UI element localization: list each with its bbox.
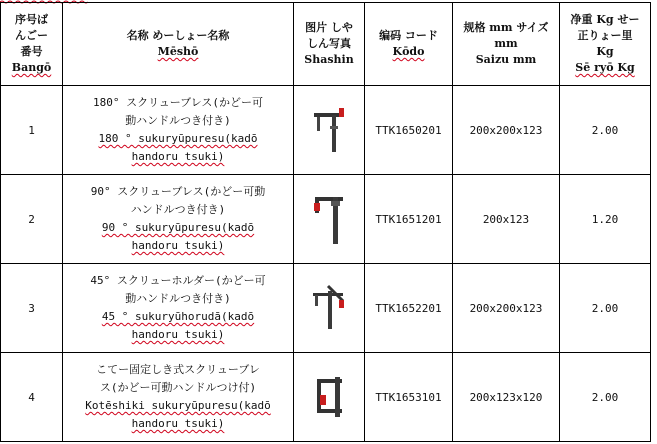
product-weight: 2.00	[560, 86, 651, 175]
product-name: 180° スクリューブレス(かどー可 動ハンドルつき付き) 180 ° sukuryūpuresu(kadō handoru tsuki)	[63, 86, 294, 175]
table-row	[1, 353, 651, 442]
45-degree-clamp-icon	[309, 283, 349, 333]
header-name: 名称 めーしょー名称 Mēshō	[63, 3, 294, 86]
fixed-clamp-icon	[309, 373, 349, 421]
product-name: 45° スクリューホルダー(かどー可 動ハンドルつき付き) 45 ° sukuryūhorudā(kadō handoru tsuki)	[63, 264, 294, 353]
product-weight: 1.20	[560, 175, 651, 264]
product-weight: 2.00	[560, 353, 651, 442]
row-number: 4	[1, 353, 63, 442]
product-photo	[294, 86, 365, 175]
product-photo	[294, 264, 365, 353]
row-number: 2	[1, 175, 63, 264]
product-code: TTK1653101	[365, 353, 453, 442]
product-photo	[294, 353, 365, 442]
product-size: 200x200x123	[453, 264, 560, 353]
header-code: 编码 コード Kōdo	[365, 3, 453, 86]
product-size: 200x123x120	[453, 353, 560, 442]
row-number: 3	[1, 264, 63, 353]
product-code: TTK1652201	[365, 264, 453, 353]
product-code: TTK1650201	[365, 86, 453, 175]
product-table	[0, 2, 651, 442]
angle-clamp-icon	[309, 191, 349, 247]
product-size: 200x123	[453, 175, 560, 264]
header-size: 规格 mm サイズ mm Saizu mm	[453, 3, 560, 86]
product-photo	[294, 175, 365, 264]
product-code: TTK1651201	[365, 175, 453, 264]
table-row	[1, 175, 651, 264]
row-number: 1	[1, 86, 63, 175]
product-name: こてー固定しき式スクリューブレ ス(かどー可動ハンドルつけ付) Kotēshiki sukuryūpuresu(kadō handoru tsuki)	[63, 353, 294, 442]
t-clamp-icon	[309, 104, 349, 156]
header-weight: 净重 Kg せー 正りょー里 Kg Sē ryō Kg	[560, 3, 651, 86]
product-size: 200x200x123	[453, 86, 560, 175]
header-number: 序号ば んごー 番号 Bangō	[1, 3, 63, 86]
header-photo: 图片 しや しん写真 Shashin	[294, 3, 365, 86]
table-row	[1, 86, 651, 175]
product-weight: 2.00	[560, 264, 651, 353]
table-row	[1, 264, 651, 353]
product-name: 90° スクリューブレス(かどー可動 ハンドルつき付き) 90 ° sukuryūpuresu(kadō handoru tsuki)	[63, 175, 294, 264]
table-header-row	[1, 3, 651, 86]
